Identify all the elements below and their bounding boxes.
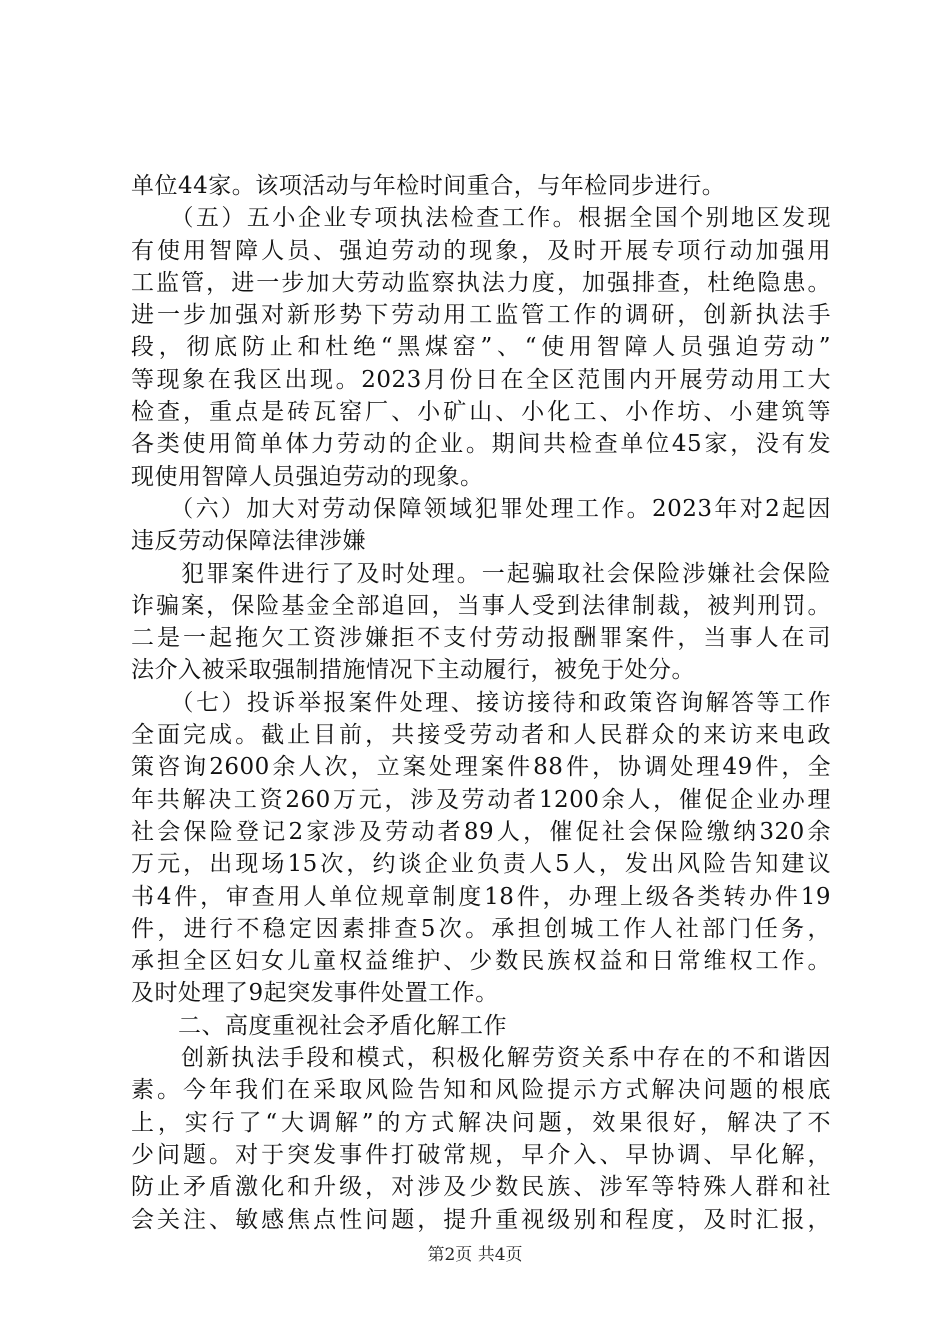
text-line: 单位44家。该项活动与年检时间重合，与年检同步进行。	[131, 173, 726, 199]
text-line: 检查，重点是砖瓦窑厂、小矿山、小化工、小作坊、小建筑等	[131, 399, 831, 426]
text-line: 二是一起拖欠工资涉嫌拒不支付劳动报酬罪案件，当事人在司	[131, 625, 831, 652]
text-line: 诈骗案，保险基金全部追回，当事人受到法律制裁，被判刑罚。	[131, 592, 831, 619]
page-footer	[0, 1244, 950, 1266]
text-line: （六）加大对劳动保障领域犯罪处理工作。2023年对2起因	[131, 495, 831, 522]
text-line: 承担全区妇女儿童权益维护、少数民族权益和日常维权工作。	[131, 948, 831, 975]
text-line: 二、高度重视社会矛盾化解工作	[131, 1012, 507, 1039]
page-number-label: 第2页 共4页	[427, 1245, 523, 1265]
text-line: 万元，出现场15次，约谈企业负责人5人，发出风险告知建议	[131, 851, 831, 878]
text-line: 法介入被采取强制措施情况下主动履行，被免于处分。	[131, 657, 695, 684]
text-line: 社会保险登记2家涉及劳动者89人，催促社会保险缴纳320余	[131, 818, 831, 845]
text-line: 及时处理了9起突发事件处置工作。	[131, 980, 499, 1007]
text-line: 犯罪案件进行了及时处理。一起骗取社会保险涉嫌社会保险	[131, 560, 831, 587]
text-line: 素。今年我们在采取风险告知和风险提示方式解决问题的根底	[131, 1077, 831, 1104]
text-line: 书4件，审查用人单位规章制度18件，办理上级各类转办件19	[131, 883, 831, 910]
text-line: 年共解决工资260万元，涉及劳动者1200余人，催促企业办理	[131, 786, 831, 813]
text-line: 策咨询2600余人次，立案处理案件88件，协调处理49件，全	[131, 754, 831, 781]
text-line: 会关注、敏感焦点性问题，提升重视级别和程度，及时汇报，	[131, 1206, 831, 1233]
text-line: 等现象在我区出现。2023月份日在全区范围内开展劳动用工大	[131, 366, 831, 393]
text-line: 件，进行不稳定因素排查5次。承担创城工作人社部门任务，	[131, 915, 831, 942]
text-line: 少问题。对于突发事件打破常规，早介入、早协调、早化解，	[131, 1141, 831, 1168]
text-line: 防止矛盾激化和升级，对涉及少数民族、涉军等特殊人群和社	[131, 1174, 831, 1201]
text-line: （五）五小企业专项执法检查工作。根据全国个别地区发现	[131, 205, 831, 232]
text-line: 全面完成。截止目前，共接受劳动者和人民群众的来访来电政	[131, 722, 831, 749]
text-line: 工监管，进一步加大劳动监察执法力度，加强排查，杜绝隐患。	[131, 269, 831, 296]
text-line: 段，彻底防止和杜绝“黑煤窑”、“使用智障人员强迫劳动”	[131, 334, 831, 361]
document-body	[131, 170, 831, 1236]
text-line: 违反劳动保障法律涉嫌	[131, 528, 366, 555]
text-line: 现使用智障人员强迫劳动的现象。	[131, 463, 484, 490]
text-line: 进一步加强对新形势下劳动用工监管工作的调研，创新执法手	[131, 302, 831, 329]
text-line: （七）投诉举报案件处理、接访接待和政策咨询解答等工作	[131, 689, 831, 716]
text-line: 创新执法手段和模式，积极化解劳资关系中存在的不和谐因	[131, 1045, 831, 1072]
text-line: 有使用智障人员、强迫劳动的现象，及时开展专项行动加强用	[131, 237, 831, 264]
text-line: 上，实行了“大调解”的方式解决问题，效果很好，解决了不	[131, 1109, 831, 1136]
text-line: 各类使用简单体力劳动的企业。期间共检查单位45家，没有发	[131, 431, 831, 458]
